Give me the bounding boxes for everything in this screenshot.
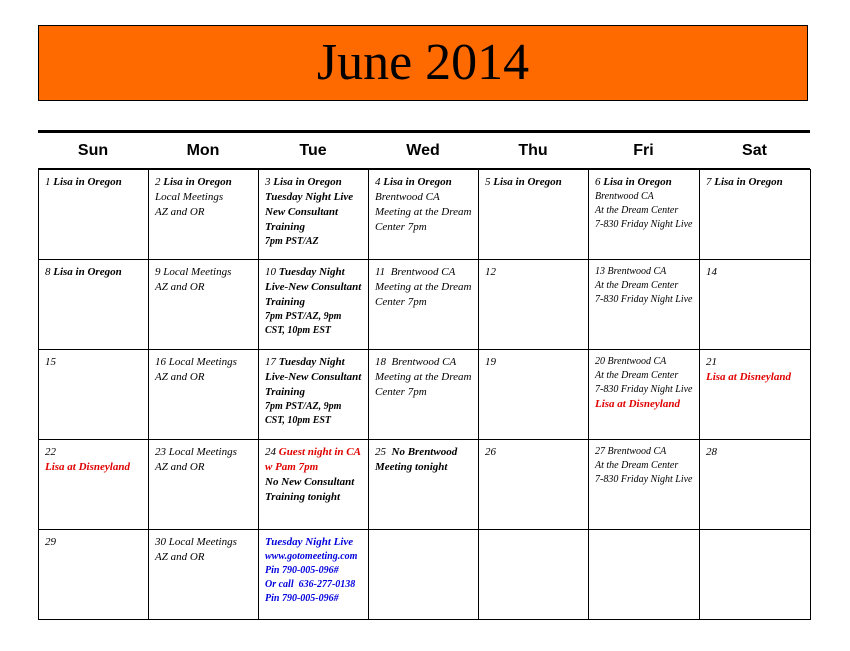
day-cell-10: 10 Tuesday Night Live-New Consultant Training 7pm PST/AZ, 9pm CST, 10pm EST	[259, 260, 369, 350]
week-row	[39, 530, 811, 620]
empty-cell	[700, 530, 811, 620]
month-banner	[38, 25, 808, 101]
weekday-tue: Tue	[299, 142, 327, 159]
day-cell-11: 11 Brentwood CA Meeting at the Dream Center 7pm	[369, 260, 479, 350]
week-row	[39, 260, 811, 350]
weekday-header	[38, 133, 810, 170]
day-cell-3: 3 Lisa in Oregon Tuesday Night Live New Consultant Training 7pm PST/AZ	[259, 170, 369, 260]
day-cell-29: 29	[39, 530, 149, 620]
week-row	[39, 170, 811, 260]
day-cell-24: 24 Guest night in CA w Pam 7pm No New Consultant Training tonight	[259, 440, 369, 530]
day-cell-27: 27 Brentwood CA At the Dream Center 7-830 Friday Night Live	[589, 440, 700, 530]
day-cell-26: 26	[479, 440, 589, 530]
week-row	[39, 350, 811, 440]
empty-cell	[369, 530, 479, 620]
weekday-sat: Sat	[742, 142, 767, 159]
calendar-grid	[38, 169, 811, 620]
day-cell-5: 5 Lisa in Oregon	[479, 170, 589, 260]
tuesday-night-live-info: Tuesday Night Live www.gotomeeting.com Pin 790-005-096# Or call 636-277-0138 Pin 790-005-096#	[259, 530, 369, 620]
weekday-thu: Thu	[518, 142, 548, 159]
month-title: June 2014	[316, 34, 530, 91]
day-cell-22: 22 Lisa at Disneyland	[39, 440, 149, 530]
day-cell-12: 12	[479, 260, 589, 350]
weekday-mon: Mon	[186, 142, 220, 159]
day-cell-15: 15	[39, 350, 149, 440]
day-cell-16: 16 Local Meetings AZ and OR	[149, 350, 259, 440]
day-cell-17: 17 Tuesday Night Live-New Consultant Training 7pm PST/AZ, 9pm CST, 10pm EST	[259, 350, 369, 440]
day-cell-1: 1 Lisa in Oregon	[39, 170, 149, 260]
day-cell-7: 7 Lisa in Oregon	[700, 170, 811, 260]
day-cell-4: 4 Lisa in Oregon Brentwood CA Meeting at the Dream Center 7pm	[369, 170, 479, 260]
weekday-wed: Wed	[406, 142, 440, 159]
weekday-sun: Sun	[77, 142, 109, 159]
day-cell-14: 14	[700, 260, 811, 350]
day-cell-19: 19	[479, 350, 589, 440]
day-cell-28: 28	[700, 440, 811, 530]
day-cell-9: 9 Local Meetings AZ and OR	[149, 260, 259, 350]
day-cell-6: 6 Lisa in Oregon Brentwood CA At the Dream Center 7-830 Friday Night Live	[589, 170, 700, 260]
empty-cell	[479, 530, 589, 620]
day-cell-30: 30 Local Meetings AZ and OR	[149, 530, 259, 620]
day-cell-8: 8 Lisa in Oregon	[39, 260, 149, 350]
meeting-link[interactable]: www.gotomeeting.com	[265, 551, 358, 562]
day-cell-13: 13 Brentwood CA At the Dream Center 7-830 Friday Night Live	[589, 260, 700, 350]
weekday-fri: Fri	[633, 142, 654, 159]
day-cell-21: 21 Lisa at Disneyland	[700, 350, 811, 440]
day-cell-20: 20 Brentwood CA At the Dream Center 7-830 Friday Night Live Lisa at Disneyland	[589, 350, 700, 440]
day-cell-25: 25 No Brentwood Meeting tonight	[369, 440, 479, 530]
empty-cell	[589, 530, 700, 620]
day-cell-23: 23 Local Meetings AZ and OR	[149, 440, 259, 530]
week-row	[39, 440, 811, 530]
day-cell-18: 18 Brentwood CA Meeting at the Dream Center 7pm	[369, 350, 479, 440]
day-cell-2: 2 Lisa in Oregon Local Meetings AZ and OR	[149, 170, 259, 260]
